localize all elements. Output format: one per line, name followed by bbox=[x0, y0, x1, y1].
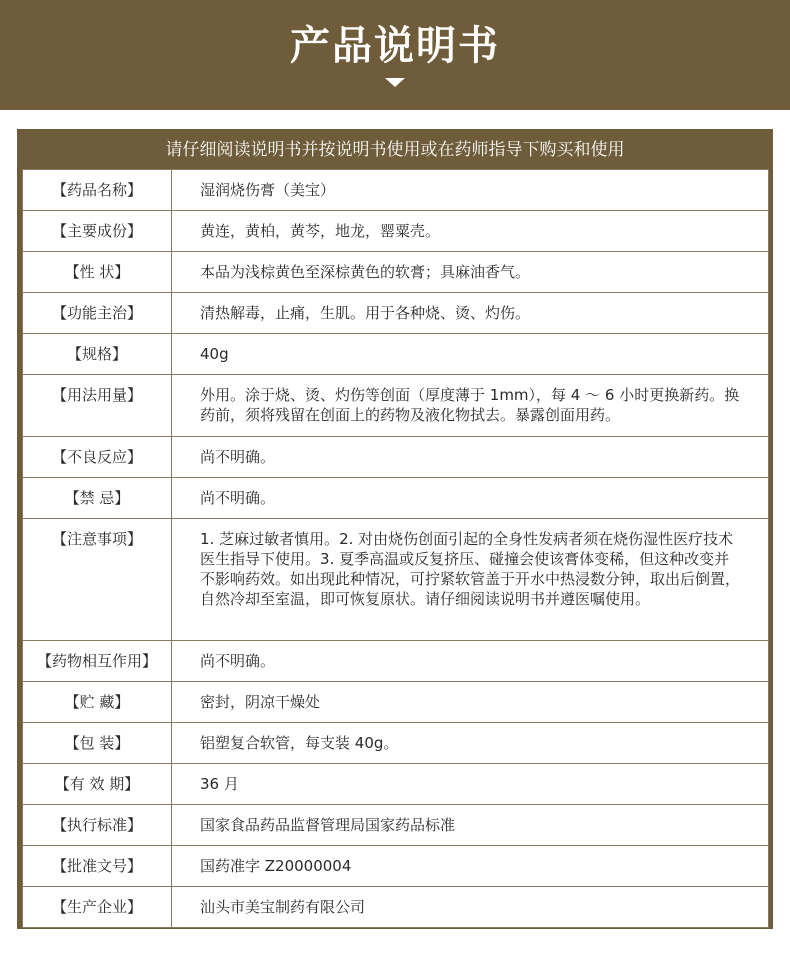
row-value: 国药准字 Z20000004 bbox=[172, 846, 769, 887]
row-value: 国家食品药品监督管理局国家药品标准 bbox=[172, 805, 769, 846]
row-value: 尚不明确。 bbox=[172, 641, 769, 682]
row-value: 黄连，黄柏，黄芩，地龙，罂粟壳。 bbox=[172, 211, 769, 252]
page-title: 产品说明书 bbox=[290, 23, 500, 69]
row-value: 40g bbox=[172, 334, 769, 375]
table-row bbox=[23, 805, 769, 846]
row-label: 【用法用量】 bbox=[23, 375, 172, 437]
table-row bbox=[23, 211, 769, 252]
row-value: 清热解毒，止痛，生肌。用于各种烧、烫、灼伤。 bbox=[172, 293, 769, 334]
table-row bbox=[23, 437, 769, 478]
row-label: 【不良反应】 bbox=[23, 437, 172, 478]
row-value: 外用。涂于烧、烫、灼伤等创面（厚度薄于 1mm），每 4 ～ 6 小时更换新药。换药前，须将残留在创面上的药物及液化物拭去。暴露创面用药。 bbox=[172, 375, 769, 437]
table-row bbox=[23, 519, 769, 641]
row-label: 【有 效 期】 bbox=[23, 764, 172, 805]
row-label: 【性 状】 bbox=[23, 252, 172, 293]
row-label: 【药物相互作用】 bbox=[23, 641, 172, 682]
row-value: 湿润烧伤膏（美宝） bbox=[172, 170, 769, 211]
row-label: 【生产企业】 bbox=[23, 887, 172, 928]
table-row bbox=[23, 846, 769, 887]
row-value: 1. 芝麻过敏者慎用。2. 对由烧伤创面引起的全身性发病者须在烧伤湿性医疗技术医生指导下使用。3. 夏季高温或反复挤压、碰撞会使该膏体变稀，但这种改变并不影响药效。如出现此种情况，可拧紧软管盖于开水中热浸数分钟，取出后倒置，自然冷却至室温，即可恢复原状。请仔细阅读说明书并遵医嘱使用。 bbox=[172, 519, 769, 641]
row-value: 汕头市美宝制药有限公司 bbox=[172, 887, 769, 928]
table-row bbox=[23, 723, 769, 764]
table-row bbox=[23, 293, 769, 334]
row-label: 【主要成份】 bbox=[23, 211, 172, 252]
usage-notice: 请仔细阅读说明书并按说明书使用或在药师指导下购买和使用 bbox=[165, 140, 625, 160]
table-row bbox=[23, 764, 769, 805]
table-row bbox=[23, 334, 769, 375]
row-label: 【注意事项】 bbox=[23, 519, 172, 641]
table-row bbox=[23, 887, 769, 928]
down-arrow-icon bbox=[385, 78, 405, 87]
header-banner bbox=[0, 0, 790, 110]
row-label: 【贮 藏】 bbox=[23, 682, 172, 723]
row-value: 36 月 bbox=[172, 764, 769, 805]
row-value: 本品为浅棕黄色至深棕黄色的软膏；具麻油香气。 bbox=[172, 252, 769, 293]
table-row bbox=[23, 375, 769, 437]
row-label: 【禁 忌】 bbox=[23, 478, 172, 519]
row-label: 【药品名称】 bbox=[23, 170, 172, 211]
instructions-table bbox=[22, 169, 769, 928]
table-row bbox=[23, 170, 769, 211]
row-value: 尚不明确。 bbox=[172, 437, 769, 478]
row-label: 【功能主治】 bbox=[23, 293, 172, 334]
row-value: 尚不明确。 bbox=[172, 478, 769, 519]
row-label: 【包 装】 bbox=[23, 723, 172, 764]
row-label: 【规格】 bbox=[23, 334, 172, 375]
row-value: 铝塑复合软管，每支装 40g。 bbox=[172, 723, 769, 764]
table-row bbox=[23, 682, 769, 723]
table-row bbox=[23, 478, 769, 519]
row-label: 【执行标准】 bbox=[23, 805, 172, 846]
table-row bbox=[23, 641, 769, 682]
row-value: 密封，阴凉干燥处 bbox=[172, 682, 769, 723]
row-label: 【批准文号】 bbox=[23, 846, 172, 887]
table-row bbox=[23, 252, 769, 293]
